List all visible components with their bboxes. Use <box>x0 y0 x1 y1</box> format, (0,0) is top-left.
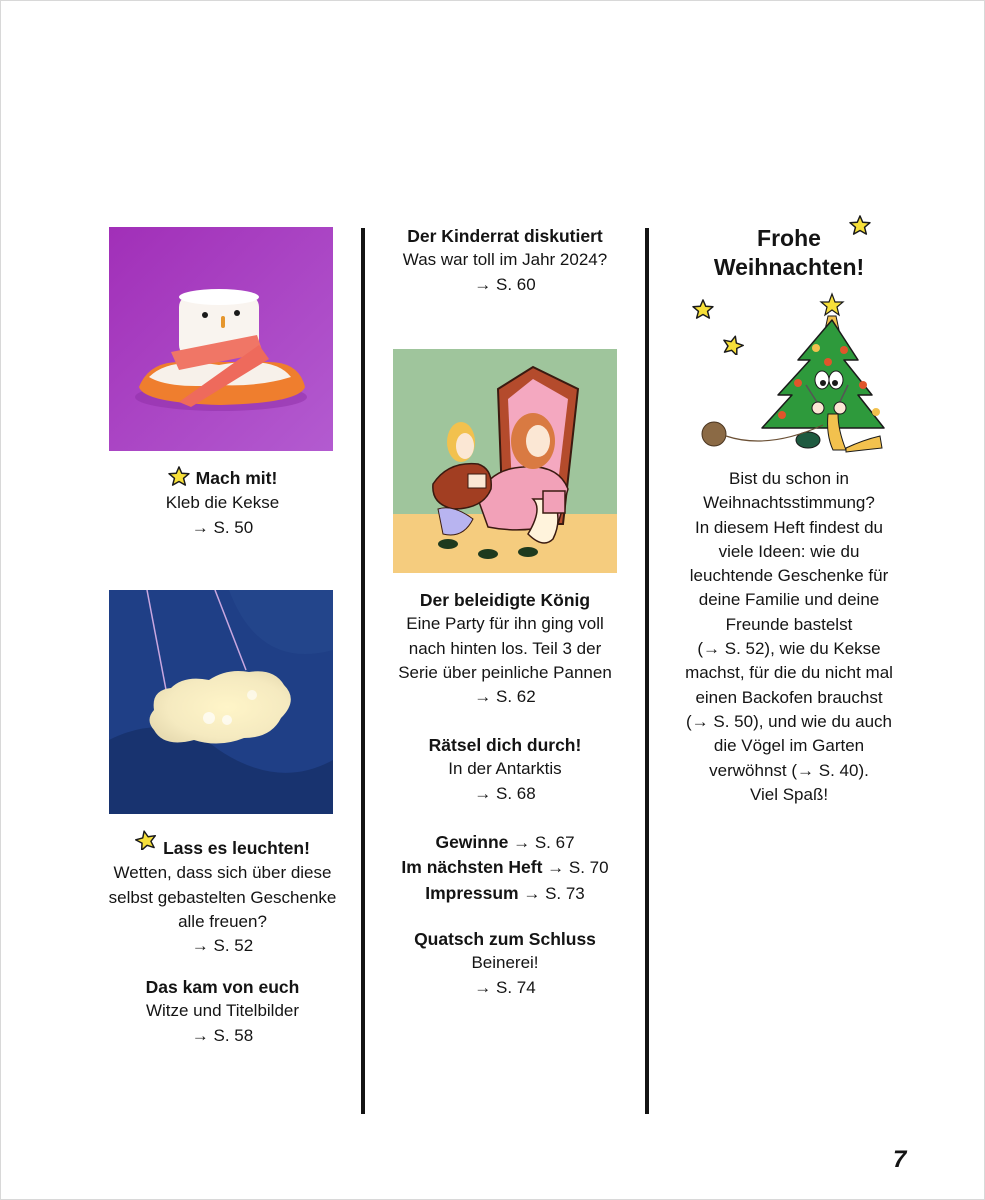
page-reference: → S. 73 <box>523 883 585 903</box>
toc-entry-kinderrat[interactable] <box>375 224 635 297</box>
entry-description-line: alle freuen? <box>178 911 267 931</box>
intro-line: Weihnachtsstimmung? <box>703 493 875 513</box>
page-reference[interactable]: → S. 52 <box>191 936 254 956</box>
knitting-christmas-tree-illustration <box>698 290 890 455</box>
entry-description-line: Serie über peinliche Pannen <box>398 662 612 682</box>
toc-short-links <box>375 830 635 906</box>
column-divider-left <box>361 228 365 1114</box>
link-title: Im nächsten Heft <box>401 857 543 878</box>
glowing-cloud-lamp-photo <box>109 590 333 814</box>
toc-link-naechstes-heft[interactable] <box>375 855 635 880</box>
toc-entry-das-kam-von-euch[interactable] <box>96 975 349 1048</box>
headline-line: Frohe <box>757 225 821 251</box>
entry-description: Was war toll im Jahr 2024? <box>402 250 608 270</box>
entry-title: Mach mit! <box>195 468 278 488</box>
star-icon <box>135 830 157 850</box>
column-divider-right <box>645 228 649 1114</box>
entry-title: Lass es leuchten! <box>163 838 310 858</box>
toc-entry-beleidigte-koenig[interactable] <box>375 588 635 709</box>
entry-description-line: Eine Party für ihn ging voll <box>406 614 604 634</box>
page-reference[interactable]: → S. 68 <box>474 783 536 803</box>
star-icon <box>849 215 871 235</box>
intro-text <box>665 467 913 807</box>
intro-line: Bist du schon in <box>728 469 849 488</box>
entry-description: In der Antarktis <box>448 759 562 779</box>
marshmallow-snowman-cookie-photo <box>109 227 333 451</box>
intro-line: viele Ideen: wie du <box>718 541 860 561</box>
page-reference: → S. 70 <box>547 858 609 878</box>
entry-title: Rätsel dich durch! <box>428 735 582 755</box>
intro-line: leuchtende Geschenke für <box>689 566 889 586</box>
page-reference[interactable]: → S. 58 <box>191 1025 254 1045</box>
entry-title: Das kam von euch <box>145 977 300 997</box>
page-reference[interactable]: → S. 60 <box>474 274 536 294</box>
intro-line: verwöhnst (→ S. 40). <box>709 760 869 780</box>
entry-title: Quatsch zum Schluss <box>414 929 596 949</box>
entry-description-line: Wetten, dass sich über diese <box>113 863 332 883</box>
intro-line: machst, für die du nicht mal <box>685 663 893 683</box>
entry-title: Der Kinderrat diskutiert <box>407 226 603 246</box>
page-number: 7 <box>893 1146 907 1173</box>
entry-description: Beinerei! <box>471 953 539 973</box>
entry-description: Kleb die Kekse <box>165 493 280 513</box>
intro-line: deine Familie und deine <box>698 590 880 610</box>
entry-description-line: nach hinten los. Teil 3 der <box>408 638 602 658</box>
toc-link-gewinne[interactable] <box>375 830 635 855</box>
page-reference[interactable]: → S. 62 <box>474 687 536 707</box>
link-title: Impressum <box>425 882 519 903</box>
intro-line: In diesem Heft findest du <box>694 517 884 537</box>
entry-description: Witze und Titelbilder <box>145 1001 300 1021</box>
page-reference: → S. 67 <box>513 833 575 852</box>
star-icon <box>168 466 190 486</box>
toc-entry-quatsch[interactable] <box>375 927 635 1000</box>
intro-line: (→ S. 52), wie du Kekse <box>697 639 881 659</box>
intro-line: einen Backofen brauchst <box>695 687 883 707</box>
toc-entry-raetsel[interactable] <box>375 733 635 806</box>
page-reference[interactable]: → S. 50 <box>191 517 254 537</box>
intro-line: Viel Spaß! <box>749 784 829 804</box>
page-reference[interactable]: → S. 74 <box>474 977 536 997</box>
link-title: Gewinne <box>435 832 509 852</box>
headline-line: Weihnachten! <box>713 254 865 280</box>
intro-line: (→ S. 50), und wie du auch <box>685 711 892 731</box>
toc-entry-mach-mit[interactable] <box>100 466 345 540</box>
entry-title: Der beleidigte König <box>419 590 591 610</box>
entry-description-line: selbst gebastelten Geschenke <box>108 887 337 907</box>
toc-link-impressum[interactable] <box>375 881 635 906</box>
toc-entry-lass-es-leuchten[interactable] <box>96 830 349 958</box>
intro-line: Freunde bastelst <box>725 614 853 634</box>
intro-line: die Vögel im Garten <box>713 736 865 756</box>
offended-king-illustration <box>393 349 617 573</box>
